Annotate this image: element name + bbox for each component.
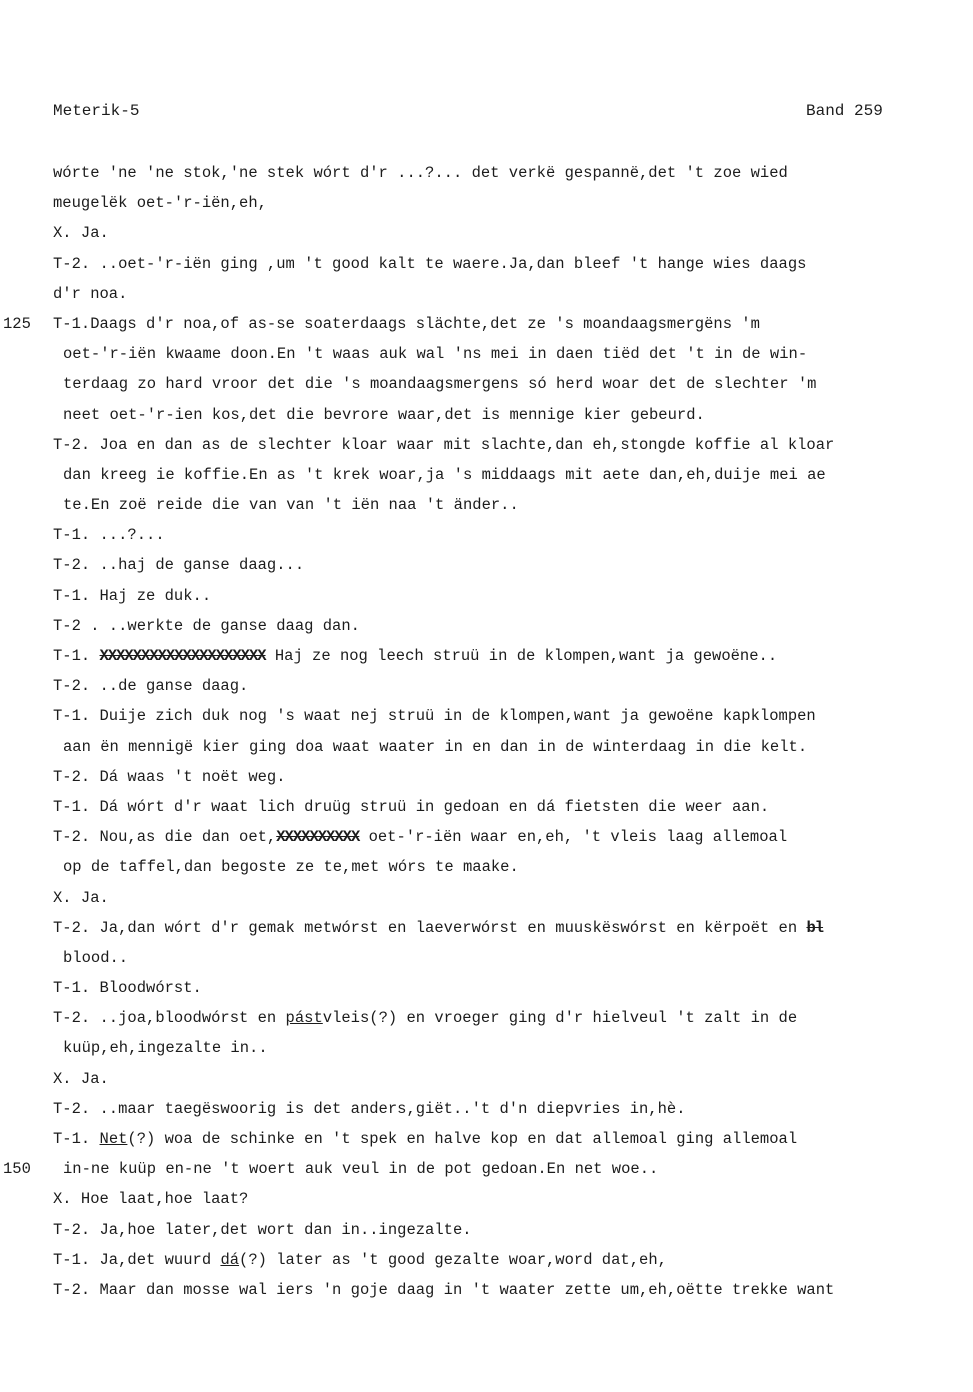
transcript-line: 150 in-ne kuüp en-ne 't woert auk veul in de pot gedoan.En net woe..	[53, 1154, 958, 1184]
transcript-line: T-1. XXXXXXXXXXXXXXXXXXXX Haj ze nog leech struü in de klompen,want ja gewoëne..	[53, 647, 778, 665]
transcript-line: neet oet-'r-ien kos,det die bevrore waar,det is mennige kier gebeurd.	[63, 405, 705, 424]
underlined-word: pást	[285, 1009, 323, 1028]
transcript-line: wórte 'ne 'ne stok,'ne stek wórt d'r ...?... det verkë gespannë,det 't zoe wied	[53, 164, 788, 182]
underlined-word: Net	[99, 1130, 128, 1148]
transcript-line: blood..	[63, 948, 129, 967]
line-number-150: 150	[3, 1160, 31, 1179]
transcript-line: T-1. Net(?) woa de schinke en 't spek en halve kop en dat allemoal ging allemoal	[53, 1130, 798, 1148]
transcript-line: aan ën mennigë kier ging doa waat waater in en dan in de winterdaag in die kelt.	[63, 737, 808, 756]
transcript-line: meugelëk oet-'r-iën,eh,	[53, 194, 267, 213]
transcript-line: T-2. Dá waas 't noët weg.	[53, 767, 286, 786]
transcript-line: T-2. Ja,hoe later,det wort dan in..ingezalte.	[53, 1220, 472, 1239]
transcript-line: X. Ja.	[53, 888, 109, 907]
transcript-line: T-1. Dá wórt d'r waat lich druüg struü in gedoan en dá fietsten die weer aan.	[53, 797, 770, 816]
transcript-line: T-2. ..de ganse daag.	[53, 677, 249, 696]
transcript-line: T-2. ..haj de ganse daag...	[53, 556, 305, 575]
underlined-word: dá	[220, 1250, 240, 1269]
transcript-line: oet-'r-iën kwaame doon.En 't waas auk wal 'ns mei in daen tiëd det 't in de win-	[63, 345, 808, 364]
transcript-line: X. Ja.	[53, 1069, 109, 1088]
struck-out-text: XXXXXXXXXXXXXXXXXXXX	[99, 647, 266, 665]
transcript-line: T-2. ..maar taegëswoorig is det anders,giët..'t d'n diepvries in,hè.	[53, 1099, 686, 1118]
transcript-line: T-1. Haj ze duk..	[53, 586, 212, 605]
transcript-line: T-2. Joa en dan as de slechter kloar waar mit slachte,dan eh,stongde koffie al kloar	[53, 435, 835, 454]
transcript-line: X. Hoe laat,hoe laat?	[53, 1190, 249, 1209]
struck-out-text: XXXXXXXXXX	[276, 828, 360, 847]
transcript-line: T-2 . ..werkte de ganse daag dan.	[53, 616, 360, 635]
header-title: Meterik-5	[53, 102, 140, 120]
transcript-line: dan kreeg ie koffie.En as 't krek woar,ja 's middaags mit aete dan,eh,duije mei ae	[63, 465, 826, 484]
transcript-line: T-1. Bloodwórst.	[53, 979, 202, 998]
transcript-line: T-2. Maar dan mosse wal iers 'n goje daag in 't waater zette um,eh,oëtte trekke want	[53, 1280, 835, 1299]
transcript-line: T-2. ..joa,bloodwórst en pástvleis(?) en vroeger ging d'r hielveul 't zalt in de	[53, 1009, 798, 1028]
line-number-125: 125	[3, 314, 31, 333]
transcript-line: d'r noa.	[53, 284, 128, 303]
transcript-line: T-2. Ja,dan wórt d'r gemak metwórst en laeverwórst en muuskëswórst en kërpoët en bl	[53, 918, 824, 937]
transcript-line: X. Ja.	[53, 224, 109, 243]
transcript-line: T-1. Ja,det wuurd dá(?) later as 't good gezalte woar,word dat,eh,	[53, 1250, 667, 1269]
header-band-number: Band 259	[806, 102, 883, 120]
transcript-line: 125 T-1.Daags d'r noa,of as-se soaterdaags slächte,det ze 's moandaagsmergëns 'm	[53, 309, 958, 339]
transcript-line: T-2. ..oet-'r-iën ging ,um 't good kalt te waere.Ja,dan bleef 't hange wies daags	[53, 254, 807, 273]
transcript-line: te.En zoë reide die van van 't iën naa 't änder..	[63, 496, 519, 515]
struck-out-text: bl	[806, 918, 824, 937]
transcript-line: T-1. ...?...	[53, 526, 165, 545]
transcript-body	[3, 158, 958, 1305]
transcript-line: terdaag zo hard vroor det die 's moandaagsmergens só herd woar det de slechter 'm	[63, 375, 817, 394]
transcript-line: T-1. Duije zich duk nog 's waat nej struü in de klompen,want ja gewoëne kapklompen	[53, 707, 816, 726]
transcript-line: T-2. Nou,as die dan oet,XXXXXXXXXX oet-'r-iën waar en,eh, 't vleis laag allemoal	[53, 828, 788, 847]
transcript-line: kuüp,eh,ingezalte in..	[63, 1039, 268, 1058]
transcript-line: op de taffel,dan begoste ze te,met wórs te maake.	[63, 858, 519, 877]
